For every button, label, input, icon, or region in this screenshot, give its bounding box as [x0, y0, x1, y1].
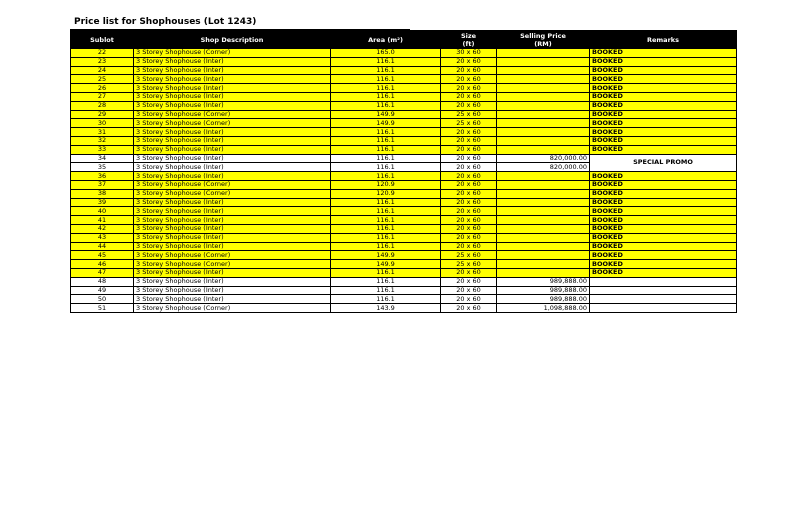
remarks-cell: BOOKED: [590, 189, 737, 198]
area-cell: 116.1: [331, 154, 441, 163]
sublot-cell: 44: [71, 242, 134, 251]
description-cell: 3 Storey Shophouse (Corner): [134, 180, 331, 189]
description-cell: 3 Storey Shophouse (Inter): [134, 154, 331, 163]
table-row: [71, 216, 737, 225]
remarks-cell: BOOKED: [590, 268, 737, 277]
remarks-cell: BOOKED: [590, 145, 737, 154]
size-cell: 20 x 60: [441, 295, 497, 304]
size-cell: 20 x 60: [441, 84, 497, 93]
description-cell: 3 Storey Shophouse (Inter): [134, 295, 331, 304]
price-cell: [497, 268, 590, 277]
column-header-price: Selling Price (RM): [497, 31, 590, 49]
description-cell: 3 Storey Shophouse (Inter): [134, 136, 331, 145]
description-cell: 3 Storey Shophouse (Corner): [134, 189, 331, 198]
column-header-size: Size (ft): [441, 31, 497, 49]
area-cell: 116.1: [331, 224, 441, 233]
size-cell: 20 x 60: [441, 145, 497, 154]
size-cell: 20 x 60: [441, 180, 497, 189]
price-cell: [497, 101, 590, 110]
sublot-cell: 27: [71, 92, 134, 101]
size-cell: 20 x 60: [441, 189, 497, 198]
price-cell: 820,000.00: [497, 154, 590, 163]
area-cell: 149.9: [331, 251, 441, 260]
price-cell: 1,098,888.00: [497, 304, 590, 313]
price-cell: [497, 260, 590, 269]
size-cell: 20 x 60: [441, 136, 497, 145]
table-row: [71, 119, 737, 128]
area-cell: 116.1: [331, 277, 441, 286]
page-title: Price list for Shophouses (Lot 1243): [74, 17, 257, 27]
description-cell: 3 Storey Shophouse (Corner): [134, 251, 331, 260]
description-cell: 3 Storey Shophouse (Inter): [134, 233, 331, 242]
table-row: [71, 92, 737, 101]
sublot-cell: 26: [71, 84, 134, 93]
description-cell: 3 Storey Shophouse (Inter): [134, 286, 331, 295]
price-cell: [497, 128, 590, 137]
table-row: [71, 242, 737, 251]
description-cell: 3 Storey Shophouse (Inter): [134, 216, 331, 225]
description-cell: 3 Storey Shophouse (Inter): [134, 224, 331, 233]
sublot-cell: 41: [71, 216, 134, 225]
size-cell: 20 x 60: [441, 304, 497, 313]
remarks-cell: BOOKED: [590, 216, 737, 225]
remarks-cell: BOOKED: [590, 172, 737, 181]
price-cell: 820,000.00: [497, 163, 590, 172]
description-cell: 3 Storey Shophouse (Inter): [134, 198, 331, 207]
description-cell: 3 Storey Shophouse (Inter): [134, 172, 331, 181]
size-cell: 20 x 60: [441, 207, 497, 216]
price-cell: [497, 172, 590, 181]
table-row: [71, 295, 737, 304]
table-header-row: [71, 31, 737, 49]
price-cell: 989,888.00: [497, 295, 590, 304]
remarks-cell: BOOKED: [590, 119, 737, 128]
size-cell: 20 x 60: [441, 66, 497, 75]
table-row: [71, 277, 737, 286]
remarks-cell: BOOKED: [590, 180, 737, 189]
column-header-sublot: Sublot: [71, 31, 134, 49]
table-row: [71, 189, 737, 198]
remarks-cell: BOOKED: [590, 233, 737, 242]
price-cell: [497, 242, 590, 251]
description-cell: 3 Storey Shophouse (Inter): [134, 163, 331, 172]
table-row: [71, 286, 737, 295]
sublot-cell: 38: [71, 189, 134, 198]
description-cell: 3 Storey Shophouse (Inter): [134, 268, 331, 277]
price-cell: [497, 207, 590, 216]
table-row: [71, 57, 737, 66]
area-cell: 120.9: [331, 189, 441, 198]
description-cell: 3 Storey Shophouse (Corner): [134, 119, 331, 128]
size-cell: 20 x 60: [441, 198, 497, 207]
size-cell: 20 x 60: [441, 172, 497, 181]
price-cell: [497, 49, 590, 58]
sublot-cell: 46: [71, 260, 134, 269]
sublot-cell: 34: [71, 154, 134, 163]
remarks-cell: BOOKED: [590, 128, 737, 137]
sublot-cell: 33: [71, 145, 134, 154]
description-cell: 3 Storey Shophouse (Inter): [134, 92, 331, 101]
description-cell: 3 Storey Shophouse (Inter): [134, 145, 331, 154]
area-cell: 116.1: [331, 128, 441, 137]
area-cell: 116.1: [331, 92, 441, 101]
price-cell: [497, 251, 590, 260]
size-cell: 20 x 60: [441, 268, 497, 277]
remarks-cell: BOOKED: [590, 57, 737, 66]
size-cell: 25 x 60: [441, 260, 497, 269]
price-cell: [497, 224, 590, 233]
description-cell: 3 Storey Shophouse (Corner): [134, 260, 331, 269]
area-cell: 143.9: [331, 304, 441, 313]
description-cell: 3 Storey Shophouse (Inter): [134, 66, 331, 75]
description-cell: 3 Storey Shophouse (Inter): [134, 101, 331, 110]
remarks-cell: BOOKED: [590, 260, 737, 269]
sublot-cell: 37: [71, 180, 134, 189]
price-cell: [497, 198, 590, 207]
size-cell: 20 x 60: [441, 242, 497, 251]
area-cell: 116.1: [331, 242, 441, 251]
price-cell: [497, 92, 590, 101]
remarks-cell: [590, 304, 737, 313]
area-cell: 116.1: [331, 66, 441, 75]
remarks-cell: BOOKED: [590, 75, 737, 84]
description-cell: 3 Storey Shophouse (Corner): [134, 304, 331, 313]
area-cell: 116.1: [331, 216, 441, 225]
area-cell: 149.9: [331, 110, 441, 119]
sublot-cell: 31: [71, 128, 134, 137]
description-cell: 3 Storey Shophouse (Inter): [134, 242, 331, 251]
description-cell: 3 Storey Shophouse (Inter): [134, 277, 331, 286]
description-cell: 3 Storey Shophouse (Inter): [134, 84, 331, 93]
remarks-cell: BOOKED: [590, 84, 737, 93]
table-row: [71, 66, 737, 75]
area-cell: 116.1: [331, 145, 441, 154]
table-row: [71, 154, 737, 163]
description-cell: 3 Storey Shophouse (Inter): [134, 207, 331, 216]
table-row: [71, 180, 737, 189]
remarks-cell: BOOKED: [590, 224, 737, 233]
sublot-cell: 28: [71, 101, 134, 110]
sublot-cell: 42: [71, 224, 134, 233]
area-cell: 149.9: [331, 119, 441, 128]
sublot-cell: 24: [71, 66, 134, 75]
price-cell: [497, 75, 590, 84]
price-table: [70, 30, 737, 313]
size-cell: 25 x 60: [441, 251, 497, 260]
price-cell: [497, 216, 590, 225]
price-cell: [497, 57, 590, 66]
area-cell: 149.9: [331, 260, 441, 269]
sublot-cell: 49: [71, 286, 134, 295]
area-cell: 116.1: [331, 101, 441, 110]
table-row: [71, 260, 737, 269]
sublot-cell: 40: [71, 207, 134, 216]
remarks-cell: BOOKED: [590, 251, 737, 260]
table-row: [71, 251, 737, 260]
remarks-cell: BOOKED: [590, 101, 737, 110]
size-cell: 20 x 60: [441, 75, 497, 84]
price-cell: [497, 189, 590, 198]
area-cell: 116.1: [331, 57, 441, 66]
sublot-cell: 50: [71, 295, 134, 304]
column-header-description: Shop Description: [134, 31, 331, 49]
table-row: [71, 84, 737, 93]
sublot-cell: 22: [71, 49, 134, 58]
sublot-cell: 25: [71, 75, 134, 84]
table-row: [71, 224, 737, 233]
table-row: [71, 49, 737, 58]
price-cell: [497, 84, 590, 93]
table-row: [71, 233, 737, 242]
size-cell: 20 x 60: [441, 128, 497, 137]
remarks-cell: BOOKED: [590, 49, 737, 58]
area-cell: 116.1: [331, 136, 441, 145]
size-cell: 20 x 60: [441, 163, 497, 172]
size-cell: 20 x 60: [441, 224, 497, 233]
table-row: [71, 145, 737, 154]
table-row: [71, 110, 737, 119]
remarks-cell: BOOKED: [590, 207, 737, 216]
remarks-cell: BOOKED: [590, 66, 737, 75]
description-cell: 3 Storey Shophouse (Corner): [134, 49, 331, 58]
size-cell: 20 x 60: [441, 286, 497, 295]
remarks-cell: BOOKED: [590, 242, 737, 251]
size-cell: 20 x 60: [441, 92, 497, 101]
area-cell: 116.1: [331, 268, 441, 277]
area-cell: 165.0: [331, 49, 441, 58]
table-row: [71, 136, 737, 145]
price-cell: [497, 66, 590, 75]
sublot-cell: 47: [71, 268, 134, 277]
area-cell: 116.1: [331, 207, 441, 216]
size-cell: 20 x 60: [441, 57, 497, 66]
description-cell: 3 Storey Shophouse (Corner): [134, 110, 331, 119]
area-cell: 116.1: [331, 233, 441, 242]
size-cell: 20 x 60: [441, 233, 497, 242]
description-cell: 3 Storey Shophouse (Inter): [134, 75, 331, 84]
area-cell: 116.1: [331, 75, 441, 84]
sublot-cell: 23: [71, 57, 134, 66]
price-cell: [497, 145, 590, 154]
size-cell: 25 x 60: [441, 110, 497, 119]
price-cell: [497, 119, 590, 128]
price-cell: 989,888.00: [497, 286, 590, 295]
description-cell: 3 Storey Shophouse (Inter): [134, 57, 331, 66]
area-cell: 116.1: [331, 84, 441, 93]
remarks-cell: BOOKED: [590, 136, 737, 145]
table-row: [71, 304, 737, 313]
sublot-cell: 43: [71, 233, 134, 242]
table-row: [71, 268, 737, 277]
area-cell: 116.1: [331, 163, 441, 172]
sublot-cell: 29: [71, 110, 134, 119]
size-cell: 20 x 60: [441, 154, 497, 163]
table-row: [71, 128, 737, 137]
column-header-remarks: Remarks: [590, 31, 737, 49]
remarks-cell: [590, 295, 737, 304]
size-cell: 20 x 60: [441, 101, 497, 110]
remarks-cell: [590, 286, 737, 295]
price-cell: [497, 136, 590, 145]
price-cell: [497, 180, 590, 189]
size-cell: 25 x 60: [441, 119, 497, 128]
table-row: [71, 198, 737, 207]
sublot-cell: 48: [71, 277, 134, 286]
area-cell: 116.1: [331, 198, 441, 207]
area-cell: 116.1: [331, 295, 441, 304]
price-cell: [497, 110, 590, 119]
price-cell: 989,888.00: [497, 277, 590, 286]
sublot-cell: 39: [71, 198, 134, 207]
sublot-cell: 36: [71, 172, 134, 181]
special-promo-label: SPECIAL PROMO: [590, 154, 737, 172]
area-cell: 116.1: [331, 172, 441, 181]
sublot-cell: 32: [71, 136, 134, 145]
size-cell: 30 x 60: [441, 49, 497, 58]
sublot-cell: 35: [71, 163, 134, 172]
area-cell: 116.1: [331, 286, 441, 295]
sublot-cell: 30: [71, 119, 134, 128]
remarks-cell: [590, 277, 737, 286]
table-row: [71, 172, 737, 181]
remarks-cell: BOOKED: [590, 110, 737, 119]
remarks-cell: BOOKED: [590, 92, 737, 101]
remarks-cell: BOOKED: [590, 198, 737, 207]
area-cell: 120.9: [331, 180, 441, 189]
table-row: [71, 207, 737, 216]
price-cell: [497, 233, 590, 242]
table-row: [71, 75, 737, 84]
table-row: [71, 101, 737, 110]
column-header-area: Area (m²): [331, 31, 441, 49]
sublot-cell: 51: [71, 304, 134, 313]
size-cell: 20 x 60: [441, 277, 497, 286]
description-cell: 3 Storey Shophouse (Inter): [134, 128, 331, 137]
size-cell: 20 x 60: [441, 216, 497, 225]
sublot-cell: 45: [71, 251, 134, 260]
